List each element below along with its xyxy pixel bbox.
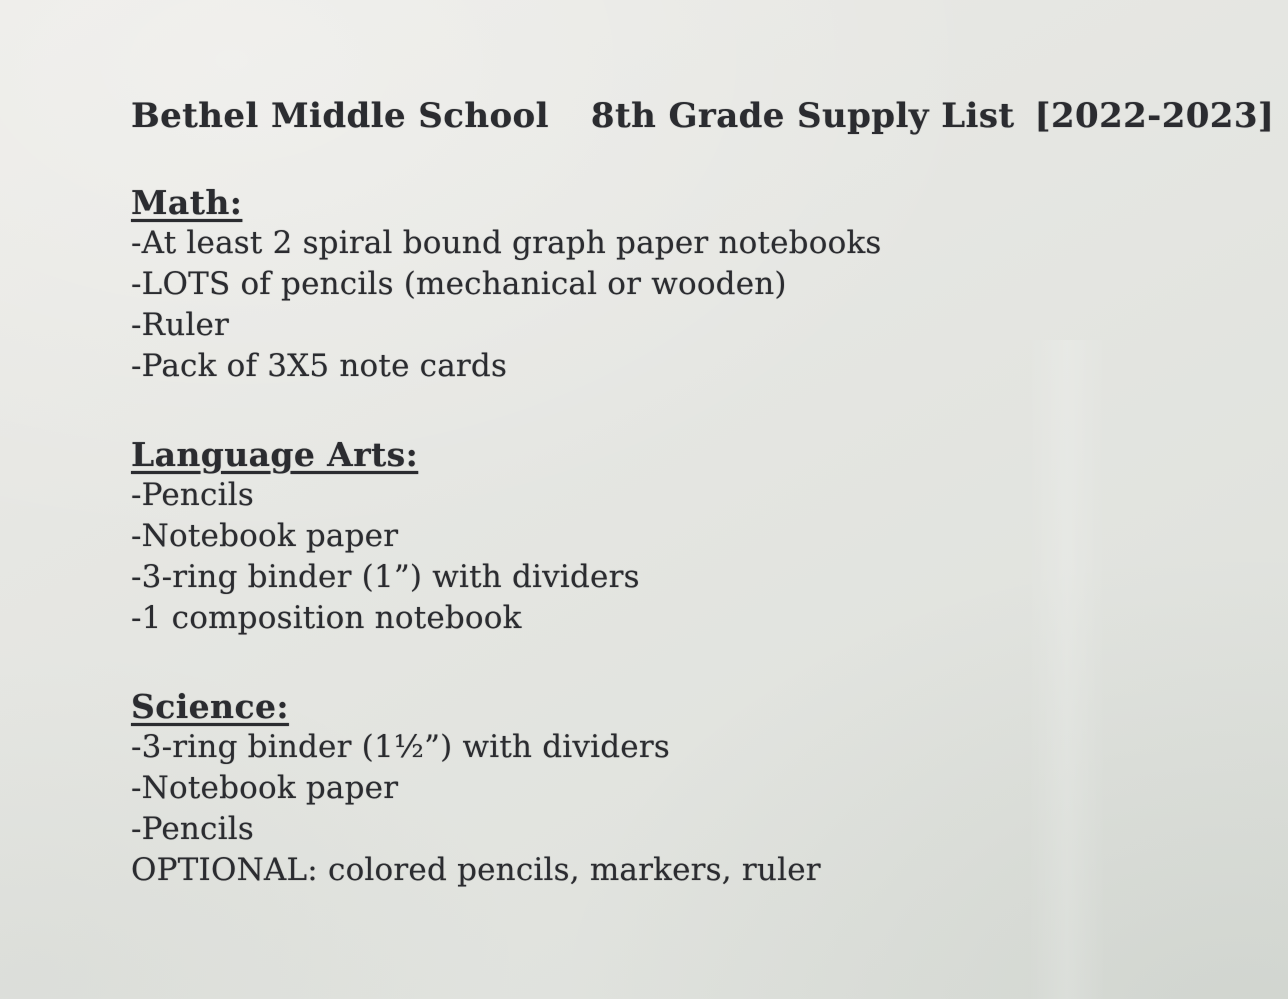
- section-heading-science: Science:: [131, 687, 289, 726]
- supply-item: -Pencils: [131, 477, 254, 513]
- title-school-name: Bethel Middle School: [131, 96, 549, 136]
- section-science: [131, 686, 1251, 891]
- section-heading-language-arts: Language Arts:: [131, 435, 419, 474]
- supply-item: -Notebook paper: [131, 518, 399, 554]
- supply-item: -Pack of 3X5 note cards: [131, 348, 508, 384]
- section-heading-math: Math:: [131, 183, 243, 222]
- title-list-name: 8th Grade Supply List: [590, 96, 1015, 136]
- title-school-year: [2022-2023]: [1034, 96, 1275, 136]
- supply-item: -Ruler: [131, 307, 230, 343]
- supply-item: -LOTS of pencils (mechanical or wooden): [131, 266, 787, 302]
- document-title: [131, 96, 1275, 136]
- supply-item: -At least 2 spiral bound graph paper notebooks: [131, 225, 882, 261]
- supply-item: -3-ring binder (1½”) with dividers: [131, 729, 670, 765]
- supply-item: -Pencils: [131, 811, 254, 847]
- section-language-arts: [131, 434, 1251, 639]
- section-math: [131, 182, 1251, 387]
- supply-item: OPTIONAL: colored pencils, markers, ruler: [131, 852, 821, 888]
- supply-item: -3-ring binder (1”) with dividers: [131, 559, 640, 595]
- supply-list-document: [131, 96, 1275, 891]
- supply-item: -Notebook paper: [131, 770, 399, 806]
- supply-item: -1 composition notebook: [131, 600, 522, 636]
